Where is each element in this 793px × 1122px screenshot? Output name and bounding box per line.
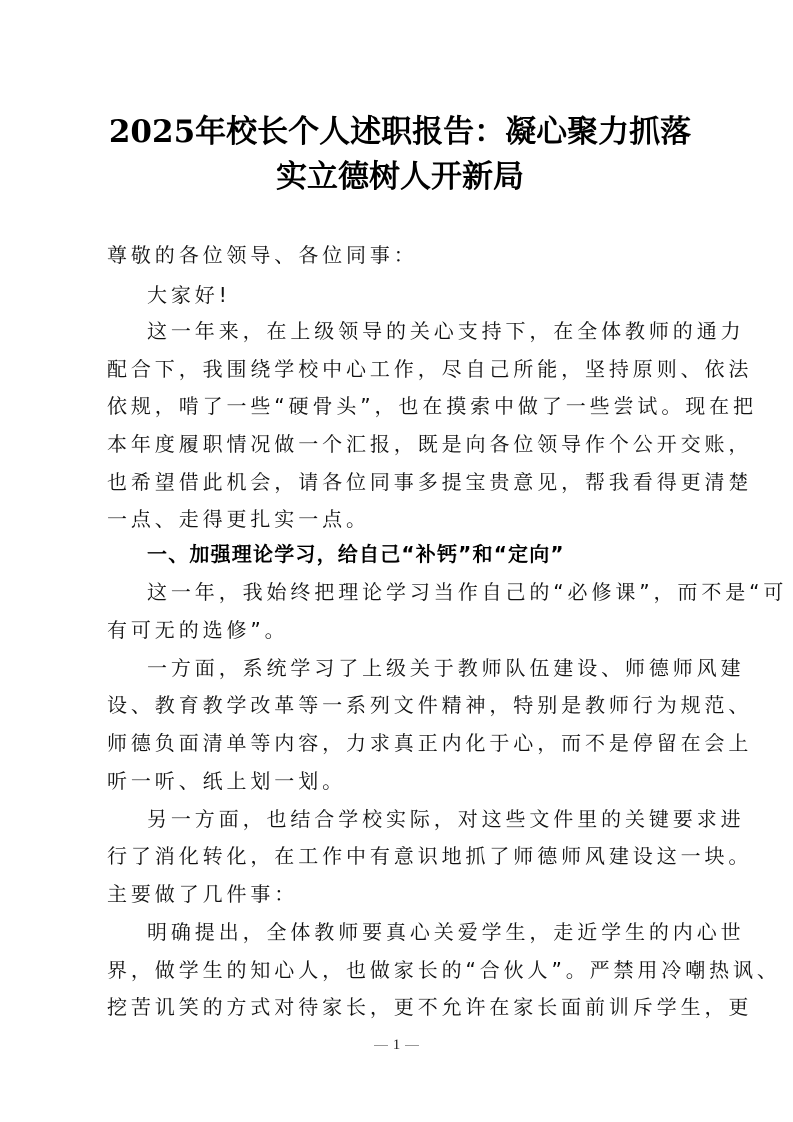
body-line: 听一听、纸上划一划。 [107, 769, 346, 793]
footer-dash-right [405, 1045, 419, 1046]
greeting: 大家好! [147, 283, 231, 307]
body-line: 另一方面，也结合学校实际，对这些文件里的关键要求进 [147, 807, 745, 831]
body-line: 依规，啃了一些“硬骨头”，也在摸索中做了一些尝试。现在把 [107, 394, 757, 418]
body-line: 一方面，系统学习了上级关于教师队伍建设、师德师风建 [147, 656, 745, 680]
body-line: 主要做了几件事： [107, 882, 299, 906]
body-line: 这一年来，在上级领导的关心支持下，在全体教师的通力 [147, 319, 745, 343]
body-line: 挖苦讥笑的方式对待家长，更不允许在家长面前训斥学生，更 [107, 995, 753, 1019]
body-line: 明确提出，全体教师要真心关爱学生，走近学生的内心世 [147, 920, 745, 944]
body-line: 本年度履职情况做一个汇报，既是向各位领导作个公开交账， [107, 432, 753, 456]
page-footer [0, 1037, 793, 1054]
page-number: 1 [392, 1037, 401, 1053]
footer-dash-left [374, 1045, 388, 1046]
body-line: 这一年，我始终把理论学习当作自己的“必修课”，而不是“可 [147, 580, 788, 604]
body-line: 有可无的选修”。 [107, 618, 289, 642]
body-line: 行了消化转化，在工作中有意识地抓了师德师风建设这一块。 [107, 844, 753, 868]
document-title-line-2: 实立德树人开新局 [276, 159, 524, 195]
body-line: 配合下，我围绕学校中心工作，尽自己所能，坚持原则、依法 [107, 357, 753, 381]
body-line: 设、教育教学改革等一系列文件精神，特别是教师行为规范、 [107, 693, 753, 717]
section-heading: 一、加强理论学习，给自己“补钙”和“定向” [147, 542, 565, 566]
body-line: 师德负面清单等内容，力求真正内化于心，而不是停留在会上 [107, 731, 753, 755]
body-line: 一点、走得更扎实一点。 [107, 507, 370, 531]
document-title-line-1: 2025年校长个人述职报告：凝心聚力抓落 [108, 114, 692, 150]
salutation: 尊敬的各位领导、各位同事： [107, 243, 418, 267]
body-line: 也希望借此机会，请各位同事多提宝贵意见，帮我看得更清楚 [107, 470, 753, 494]
body-line: 界，做学生的知心人，也做家长的“合伙人”。严禁用冷嘲热讽、 [107, 958, 781, 982]
